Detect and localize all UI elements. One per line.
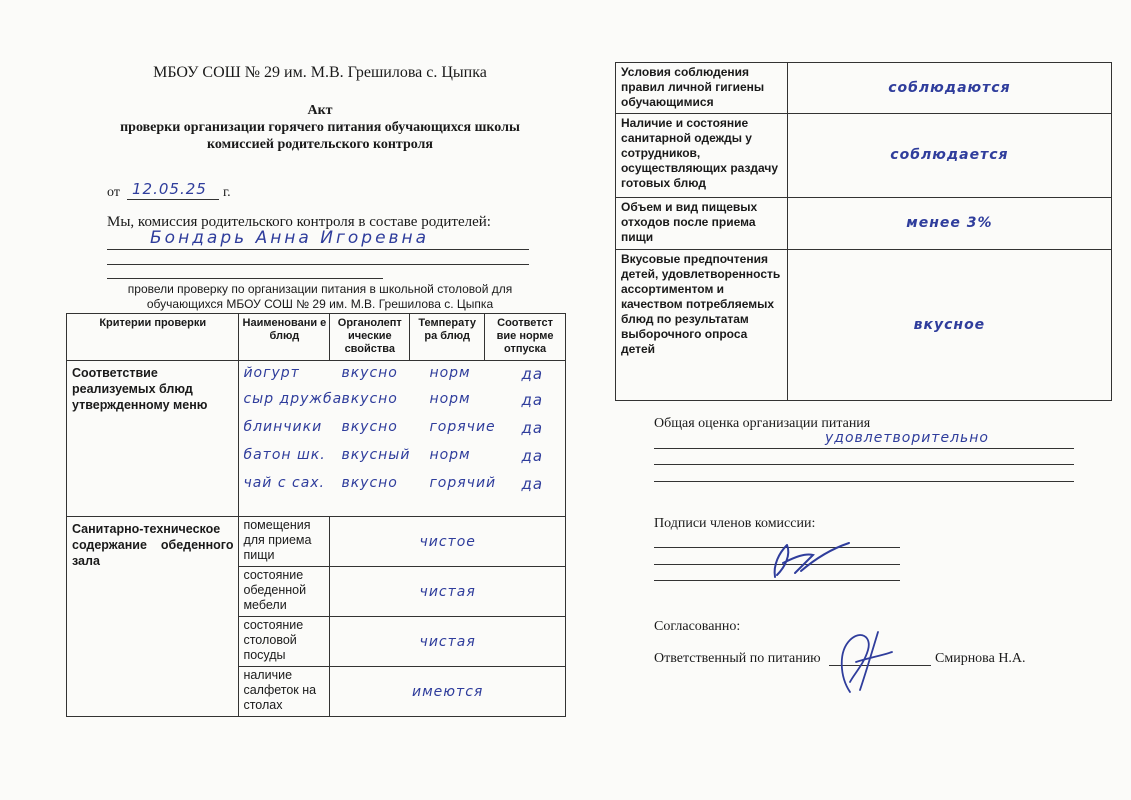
waste-value: менее 3% — [906, 215, 993, 231]
date-value: 12.05.25 — [132, 180, 207, 198]
responsible-signature — [820, 622, 900, 702]
sanitary-label-2: состояние обеденной мебели — [239, 567, 330, 617]
date-prefix: от — [107, 185, 120, 200]
sanitary-value-3: чистая — [419, 633, 476, 650]
dish-norm-4: да — [521, 447, 544, 465]
col-norm: Соответст вие норме отпуска — [485, 314, 566, 361]
dish-name-1: йогурт — [243, 365, 300, 381]
signatures-label: Подписи членов комиссии: — [654, 516, 816, 531]
sanitary-value-1: чистое — [419, 533, 476, 550]
sanitary-value-4-cell — [330, 667, 566, 717]
uniform-value: соблюдается — [890, 147, 1009, 163]
sanitary-label-1: помещения для приема пищи — [239, 517, 330, 567]
dish-norm-1: да — [521, 365, 544, 383]
responsible-name: Смирнова Н.А. — [935, 651, 1026, 666]
parents-line-3 — [107, 278, 383, 279]
responsible-label: Ответственный по питанию — [654, 651, 821, 666]
sanitary-value-2: чистая — [419, 583, 476, 600]
waste-value-cell — [787, 198, 1111, 250]
conducted-text-1: провели проверку по организации питания в школьной столовой для — [127, 282, 513, 296]
hygiene-value-cell — [787, 63, 1111, 114]
criterion-menu: Соответствие реализуемых блюд утвержденному меню — [67, 361, 239, 517]
conditions-table — [615, 62, 1112, 401]
sanitary-value-4: имеются — [412, 683, 484, 700]
dish-temp-1: норм — [429, 365, 471, 381]
col-organoleptic: Органолепт ические свойства — [330, 314, 410, 361]
member-signature — [765, 535, 855, 585]
dish-temp-2: норм — [429, 391, 471, 407]
parent-name: Бондарь Анна Игоревна — [150, 228, 430, 248]
preferences-label: Вкусовые предпочтения детей, удовлетворенность ассортиментом и качеством потребляемых блюд по результатам выборочного опроса детей — [616, 250, 788, 401]
hygiene-value: соблюдаются — [888, 79, 1011, 96]
dish-organo-2: вкусно — [341, 391, 398, 407]
sanitary-value-2-cell — [330, 567, 566, 617]
dish-temp-3: горячие — [429, 419, 496, 435]
act-subtitle-1: проверки организации горячего питания обучающихся школы — [120, 120, 520, 135]
dish-norm-3: да — [521, 419, 544, 437]
uniform-label: Наличие и состояние санитарной одежды у сотрудников, осуществляющих раздачу готовых блюд — [616, 114, 788, 198]
preferences-value: вкусное — [913, 316, 986, 333]
sanitary-label-3: состояние столовой посуды — [239, 617, 330, 667]
dish-name-3: блинчики — [243, 419, 323, 435]
dish-organo-3: вкусно — [341, 419, 398, 435]
dish-name-5: чай с сах. — [243, 475, 326, 491]
dish-organo-5: вкусно — [341, 475, 398, 491]
uniform-value-cell — [787, 114, 1111, 198]
col-temperature: Температу ра блюд — [410, 314, 485, 361]
dish-name-4: батон шк. — [243, 447, 326, 463]
parents-line-1 — [107, 249, 529, 250]
col-criteria: Критерии проверки — [67, 314, 239, 361]
col-dish-name: Наименовани е блюд — [239, 314, 330, 361]
sanitary-value-1-cell — [330, 517, 566, 567]
hygiene-label: Условия соблюдения правил личной гигиены обучающимися — [616, 63, 788, 114]
waste-label: Объем и вид пищевых отходов после приема пищи — [616, 198, 788, 250]
conducted-text-2: обучающихся МБОУ СОШ № 29 им. М.В. Грешилова с. Цыпка — [146, 297, 494, 311]
criterion-sanitary: Санитарно-техническое содержание обеденного зала — [67, 517, 239, 717]
evaluation-line-3 — [654, 481, 1074, 482]
inspection-table — [66, 313, 566, 717]
evaluation-label: Общая оценка организации питания — [654, 416, 871, 431]
sanitary-value-3-cell — [330, 617, 566, 667]
dish-name-2: сыр дружба — [243, 391, 343, 407]
school-title: МБОУ СОШ № 29 им. М.В. Грешилова с. Цыпка — [153, 64, 487, 81]
sanitary-label-4: наличие салфеток на столах — [239, 667, 330, 717]
dish-temp-4: норм — [429, 447, 471, 463]
evaluation-line-1 — [654, 448, 1074, 449]
agreed-label: Согласованно: — [654, 619, 741, 634]
dish-temp-5: горячий — [429, 475, 497, 491]
act-title: Акт — [307, 103, 333, 118]
date-suffix: г. — [223, 185, 231, 200]
evaluation-value: удовлетворительно — [825, 430, 989, 446]
dish-organo-4: вкусный — [341, 447, 411, 463]
dishes-cell — [239, 361, 566, 517]
act-subtitle-2: комиссией родительского контроля — [206, 137, 433, 152]
preferences-value-cell — [787, 250, 1111, 401]
date-line — [127, 199, 219, 200]
evaluation-line-2 — [654, 464, 1074, 465]
dish-organo-1: вкусно — [341, 365, 398, 381]
dish-norm-5: да — [521, 475, 544, 493]
parents-line-2 — [107, 264, 529, 265]
commission-text: Мы, комиссия родительского контроля в составе родителей: — [107, 214, 491, 230]
dish-norm-2: да — [521, 391, 544, 409]
